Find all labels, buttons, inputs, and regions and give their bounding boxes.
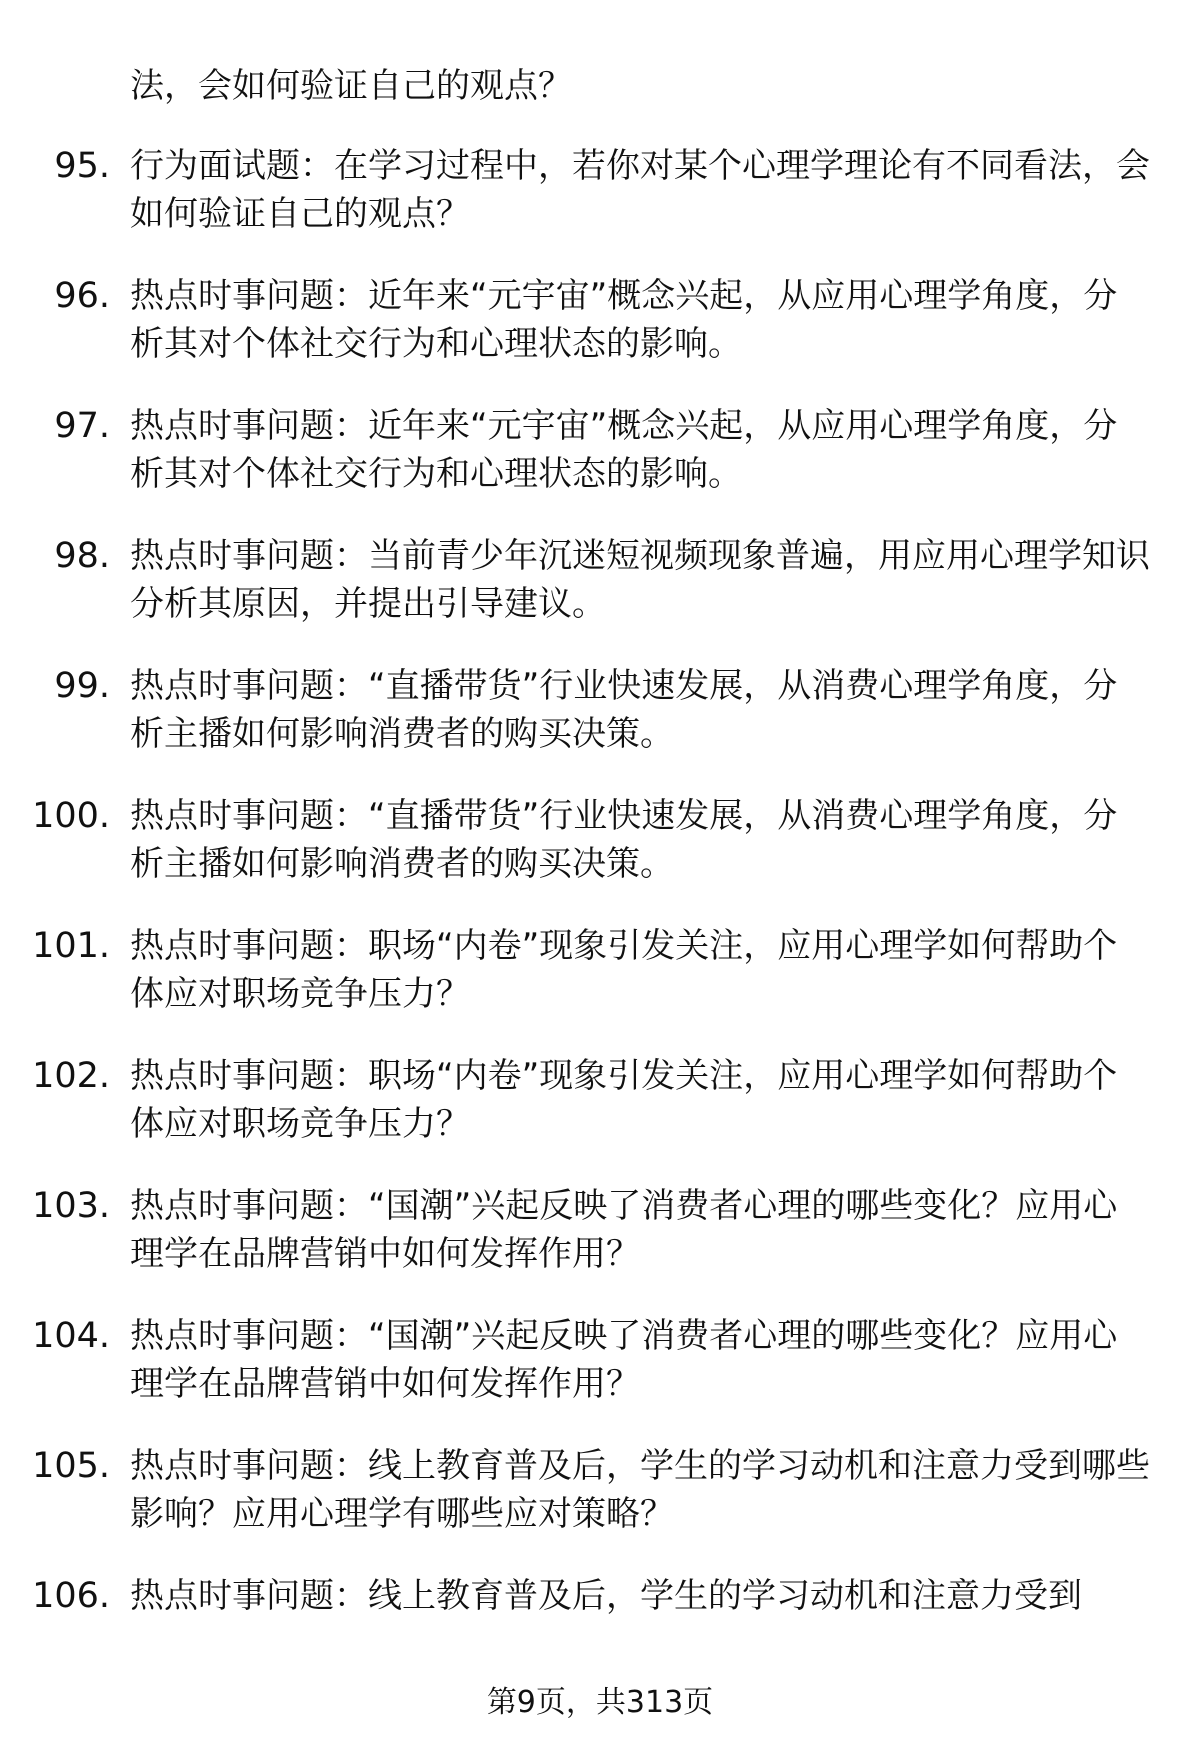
question-text: 热点时事问题：近年来“元宇宙”概念兴起，从应用心理学角度，分析其对个体社交行为和心理状态的影响。 xyxy=(130,406,1118,494)
question-text: 热点时事问题：线上教育普及后，学生的学习动机和注意力受到哪些影响？应用心理学有哪些应对策略？ xyxy=(130,1446,1150,1534)
question-number: 106. xyxy=(32,1576,110,1616)
question-text: 热点时事问题：近年来“元宇宙”概念兴起，从应用心理学角度，分析其对个体社交行为和心理状态的影响。 xyxy=(130,276,1118,364)
question-number: 102. xyxy=(32,1056,110,1096)
question-item xyxy=(0,142,1200,272)
question-number: 98. xyxy=(54,536,110,576)
question-item xyxy=(0,792,1200,922)
question-text: 热点时事问题：当前青少年沉迷短视频现象普遍，用应用心理学知识分析其原因，并提出引导建议。 xyxy=(130,536,1150,624)
question-number: 99. xyxy=(54,666,110,706)
question-number: 95. xyxy=(54,146,110,186)
page-footer: 第9页，共313页 xyxy=(486,1685,714,1720)
question-number: 101. xyxy=(32,926,110,966)
question-item xyxy=(0,272,1200,402)
question-item xyxy=(0,1052,1200,1182)
question-number: 104. xyxy=(32,1316,110,1356)
question-text: 热点时事问题：职场“内卷”现象引发关注，应用心理学如何帮助个体应对职场竞争压力？ xyxy=(130,1056,1118,1144)
question-text: 热点时事问题：“直播带货”行业快速发展，从消费心理学角度，分析主播如何影响消费者的购买决策。 xyxy=(130,666,1118,754)
question-item xyxy=(0,402,1200,532)
question-text: 热点时事问题：“直播带货”行业快速发展，从消费心理学角度，分析主播如何影响消费者的购买决策。 xyxy=(130,796,1118,884)
question-number: 97. xyxy=(54,406,110,446)
question-text: 热点时事问题：线上教育普及后，学生的学习动机和注意力受到 xyxy=(130,1576,1082,1616)
question-number: 105. xyxy=(32,1446,110,1486)
question-text: 热点时事问题：“国潮”兴起反映了消费者心理的哪些变化？应用心理学在品牌营销中如何发挥作用？ xyxy=(130,1316,1118,1404)
question-number: 100. xyxy=(32,796,110,836)
question-number: 96. xyxy=(54,276,110,316)
question-text: 热点时事问题：职场“内卷”现象引发关注，应用心理学如何帮助个体应对职场竞争压力？ xyxy=(130,926,1118,1014)
question-item xyxy=(0,922,1200,1052)
question-item xyxy=(0,1182,1200,1312)
question-text: 行为面试题：在学习过程中，若你对某个心理学理论有不同看法，会如何验证自己的观点？ xyxy=(130,146,1150,234)
question-number: 103. xyxy=(32,1186,110,1226)
question-item xyxy=(0,532,1200,662)
question-list xyxy=(0,142,1200,1702)
question-item xyxy=(0,1312,1200,1442)
question-text: 热点时事问题：“国潮”兴起反映了消费者心理的哪些变化？应用心理学在品牌营销中如何发挥作用？ xyxy=(130,1186,1118,1274)
continuation-text: 法，会如何验证自己的观点？ xyxy=(130,66,572,106)
question-item xyxy=(0,662,1200,792)
question-item xyxy=(0,1442,1200,1572)
